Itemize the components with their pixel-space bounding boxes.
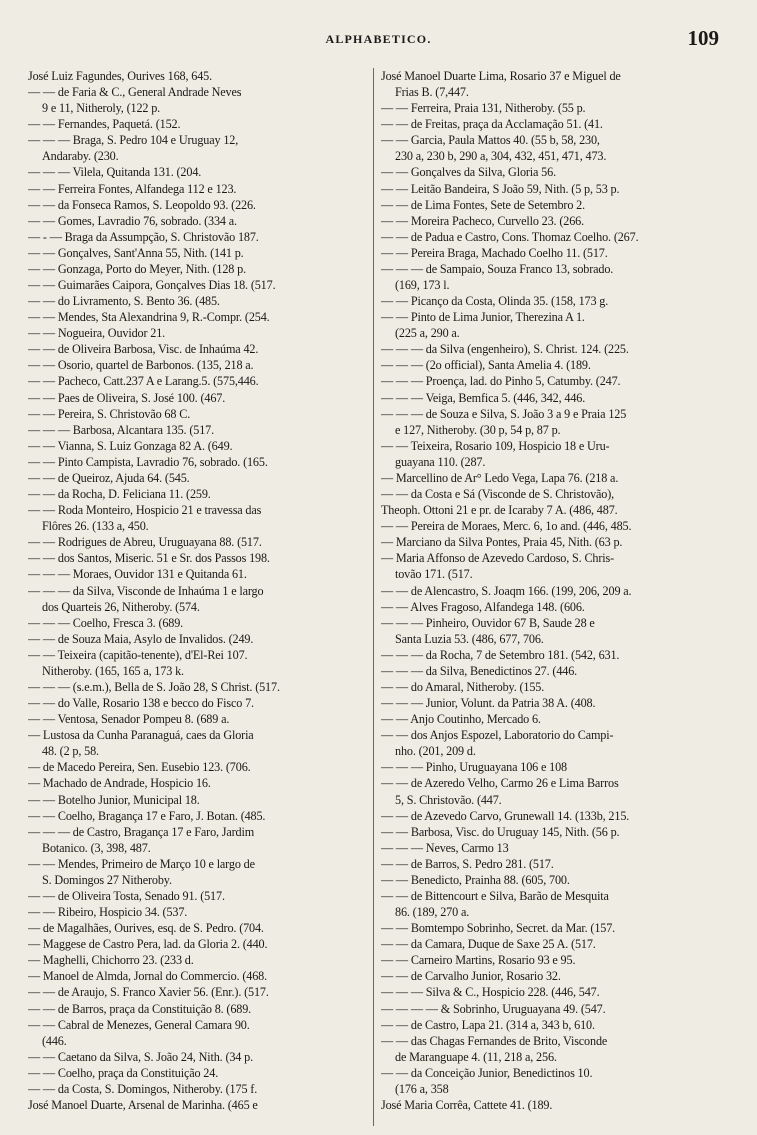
directory-entry-line: 86. (189, 270 a.: [395, 905, 470, 920]
directory-entry-line: 48. (2 p, 58.: [42, 744, 99, 759]
directory-entry-line: — — Botelho Junior, Municipal 18.: [28, 792, 200, 807]
directory-entry-line: — — — Silva & C., Hospicio 228. (446, 547.: [381, 985, 600, 1000]
directory-entry-line: — — de Oliveira Barbosa, Visc. de Inhaúma 42.: [28, 342, 259, 357]
directory-entry-line: — — de Padua e Castro, Cons. Thomaz Coelho. (267.: [381, 229, 639, 244]
directory-entry-line: — Machado de Andrade, Hospicio 16.: [28, 776, 211, 791]
directory-entry-line: José Manoel Duarte Lima, Rosario 37 e Miguel de: [381, 69, 621, 83]
running-head: [0, 22, 757, 52]
directory-entry-line: — — de Souza Maia, Asylo de Invalidos. (249.: [28, 631, 254, 646]
directory-entry-line: — — Ferreira, Praia 131, Nitheroby. (55 p.: [381, 101, 586, 116]
directory-entry-line: Nitheroby. (165, 165 a, 173 k.: [42, 663, 184, 678]
directory-entry-line: — — Carneiro Martins, Rosario 93 e 95.: [381, 953, 576, 968]
directory-entry-line: — Marciano da Silva Pontes, Praia 45, Nith. (63 p.: [381, 535, 623, 550]
entry-columns: [28, 68, 718, 1126]
directory-entry-line: — — Ventosa, Senador Pompeu 8. (689 a.: [28, 712, 230, 727]
directory-entry-line: — — Pinto Campista, Lavradio 76, sobrado. (165.: [28, 454, 268, 469]
directory-entry-line: — — do Valle, Rosario 138 e becco do Fisco 7.: [28, 696, 254, 711]
directory-entry-line: — — de Azeredo Velho, Carmo 26 e Lima Barros: [381, 776, 619, 791]
directory-entry-line: — — dos Anjos Espozel, Laboratorio do Campi-: [381, 728, 614, 743]
directory-entry-line: — — dos Santos, Miseric. 51 e Sr. dos Passos 198.: [28, 551, 270, 566]
directory-entry-line: — — Roda Monteiro, Hospicio 21 e travessa das: [28, 503, 262, 518]
page-title: ALPHABETICO.: [325, 32, 432, 46]
directory-entry-line: (176 a, 358: [395, 1081, 449, 1096]
directory-entry-line: Santa Luzia 53. (486, 677, 706.: [395, 631, 544, 646]
directory-entry-line: Frias B. (7,447.: [395, 85, 469, 100]
directory-entry-line: — - — Braga da Assumpção, S. Christovão 187.: [28, 229, 259, 244]
directory-entry-line: — — Gomes, Lavradio 76, sobrado. (334 a.: [28, 213, 237, 228]
directory-entry-line: (225 a, 290 a.: [395, 326, 460, 341]
directory-entry-line: — — de Castro, Lapa 21. (314 a, 343 b, 610.: [381, 1017, 595, 1032]
directory-entry-line: — de Magalhães, Ourives, esq. de S. Pedro. (704.: [28, 921, 264, 936]
directory-entry-line: — — — — & Sobrinho, Uruguayana 49. (547.: [381, 1001, 606, 1016]
directory-entry-line: — — — de Castro, Bragança 17 e Faro, Jardim: [28, 824, 255, 839]
directory-entry-line: — — de Azevedo Carvo, Grunewall 14. (133b, 215.: [381, 808, 630, 823]
directory-entry-line: José Maria Corrêa, Cattete 41. (189.: [381, 1098, 553, 1112]
directory-entry-line: guayana 110. (287.: [395, 454, 486, 469]
directory-entry-line: — — Caetano da Silva, S. João 24, Nith. (34 p.: [28, 1049, 253, 1064]
directory-entry-line: — — Paes de Oliveira, S. José 100. (467.: [28, 390, 226, 405]
directory-entry-line: (169, 173 l.: [395, 278, 450, 293]
directory-entry-line: tovão 171. (517.: [395, 567, 473, 582]
directory-entry-line: — — Nogueira, Ouvidor 21.: [28, 326, 166, 341]
directory-entry-line: — — Barbosa, Visc. do Uruguay 145, Nith. (56 p.: [381, 824, 620, 839]
directory-entry-line: — — da Fonseca Ramos, S. Leopoldo 93. (226.: [28, 197, 256, 212]
directory-entry-line: — — — Braga, S. Pedro 104 e Uruguay 12,: [28, 133, 239, 148]
directory-entry-line: — — Fernandes, Paquetá. (152.: [28, 117, 181, 132]
directory-entry-line: — — Teixeira (capitão-tenente), d'El-Rei 107.: [28, 647, 248, 662]
directory-entry-line: — — Coelho, praça da Constituição 24.: [28, 1065, 219, 1080]
directory-entry-line: — — Ribeiro, Hospicio 34. (537.: [28, 905, 188, 920]
directory-entry-line: — — Benedicto, Prainha 88. (605, 700.: [381, 872, 570, 887]
directory-entry-line: — — — de Sampaio, Souza Franco 13, sobrado.: [381, 261, 614, 276]
directory-entry-line: — — da Costa, S. Domingos, Nitheroby. (175 f.: [28, 1081, 258, 1096]
directory-entry-line: — — Gonçalves da Silva, Gloria 56.: [381, 165, 556, 180]
directory-entry-line: — — — Moraes, Ouvidor 131 e Quitanda 61.: [28, 567, 247, 582]
directory-entry-line: — — Picanço da Costa, Olinda 35. (158, 173 g.: [381, 294, 609, 309]
right-column: [373, 68, 718, 1126]
directory-entry-line: — — Rodrigues de Abreu, Uruguayana 88. (517.: [28, 535, 262, 550]
directory-entry-line: — de Macedo Pereira, Sen. Eusebio 123. (706.: [28, 760, 251, 775]
directory-entry-line: — — de Barros, S. Pedro 281. (517.: [381, 856, 554, 871]
directory-entry-line: 5, S. Christovão. (447.: [395, 792, 502, 807]
left-column: [28, 68, 373, 1126]
directory-entry-line: — — Pacheco, Catt.237 A e Larang.5. (575,446.: [28, 374, 259, 389]
directory-entry-line: — Manoel de Almda, Jornal do Commercio. (468.: [28, 969, 267, 984]
directory-entry-line: — — — (s.e.m.), Bella de S. João 28, S Christ. (517.: [28, 679, 280, 694]
directory-entry-line: — — de Carvalho Junior, Rosario 32.: [381, 969, 561, 984]
directory-entry-line: — — Cabral de Menezes, General Camara 90.: [28, 1017, 250, 1032]
directory-entry-line: — — das Chagas Fernandes de Brito, Visconde: [381, 1033, 608, 1048]
directory-entry-line: — — de Araujo, S. Franco Xavier 56. (Enr.). (517.: [28, 985, 269, 1000]
directory-entry-line: — — Gonçalves, Sant'Anna 55, Nith. (141 p.: [28, 245, 244, 260]
directory-entry-line: — — da Conceição Junior, Benedictinos 10.: [381, 1065, 593, 1080]
directory-entry-line: S. Domingos 27 Nitheroby.: [42, 872, 172, 887]
directory-entry-line: — — de Alencastro, S. Joaqm 166. (199, 206, 209 a.: [381, 583, 632, 598]
directory-entry-line: 230 a, 230 b, 290 a, 304, 432, 451, 471, 473.: [395, 149, 607, 164]
directory-entry-line: — — Vianna, S. Luiz Gonzaga 82 A. (649.: [28, 438, 233, 453]
directory-entry-line: — — Coelho, Bragança 17 e Faro, J. Botan. (485.: [28, 808, 266, 823]
directory-entry-line: — — — Proença, lad. do Pinho 5, Catumby. (247.: [381, 374, 621, 389]
directory-entry-line: dos Quarteis 26, Nitheroby. (574.: [42, 599, 200, 614]
directory-entry-line: — — Alves Fragoso, Alfandega 148. (606.: [381, 599, 585, 614]
directory-entry-line: José Luiz Fagundes, Ourives 168, 645.: [28, 69, 213, 83]
directory-entry-line: — Maggese de Castro Pera, lad. da Gloria 2. (440.: [28, 937, 268, 952]
directory-entry-line: — — — Junior, Volunt. da Patria 38 A. (408.: [381, 696, 596, 711]
directory-entry-line: — — — Barbosa, Alcantara 135. (517.: [28, 422, 214, 437]
directory-entry-line: — — — da Silva (engenheiro), S. Christ. 124. (225.: [381, 342, 629, 357]
directory-entry-line: — — Ferreira Fontes, Alfandega 112 e 123.: [28, 181, 237, 196]
directory-entry-line: — — — da Rocha, 7 de Setembro 181. (542, 631.: [381, 647, 620, 662]
directory-entry-line: — — Guimarães Caipora, Gonçalves Dias 18. (517.: [28, 278, 276, 293]
directory-entry-line: — Maria Affonso de Azevedo Cardoso, S. Chris-: [381, 551, 615, 566]
directory-entry-line: — — de Faria & C., General Andrade Neves: [28, 85, 242, 100]
directory-entry-line: — — de Lima Fontes, Sete de Setembro 2.: [381, 197, 586, 212]
directory-entry-line: — — Leitão Bandeira, S João 59, Nith. (5 p, 53 p.: [381, 181, 620, 196]
directory-entry-line: — — — Neves, Carmo 13: [381, 840, 509, 855]
directory-entry-line: — — Teixeira, Rosario 109, Hospicio 18 e Uru-: [381, 438, 610, 453]
directory-entry-line: — Maghelli, Chichorro 23. (233 d.: [28, 953, 194, 968]
directory-entry-line: — — — Coelho, Fresca 3. (689.: [28, 615, 184, 630]
directory-entry-line: (446.: [42, 1033, 67, 1048]
directory-entry-line: Flôres 26. (133 a, 450.: [42, 519, 149, 534]
directory-entry-line: — — Garcia, Paula Mattos 40. (55 b, 58, 230,: [381, 133, 600, 148]
directory-entry-line: — — de Bittencourt e Silva, Barão de Mesquita: [381, 888, 609, 903]
directory-entry-line: — — — da Silva, Visconde de Inhaúma 1 e largo: [28, 583, 264, 598]
directory-entry-line: e 127, Nitheroby. (30 p, 54 p, 87 p.: [395, 422, 561, 437]
directory-entry-line: — Lustosa da Cunha Paranaguá, caes da Gloria: [28, 728, 254, 743]
directory-entry-line: — — de Freitas, praça da Acclamação 51. (41.: [381, 117, 603, 132]
directory-entry-line: — — Gonzaga, Porto do Meyer, Nith. (128 p.: [28, 261, 246, 276]
directory-entry-line: — — Osorio, quartel de Barbonos. (135, 218 a.: [28, 358, 254, 373]
directory-entry-line: 9 e 11, Nitheroly, (122 p.: [42, 101, 161, 116]
directory-entry-line: — — Pereira de Moraes, Merc. 6, 1o and. (446, 485.: [381, 519, 632, 534]
directory-entry-line: nho. (201, 209 d.: [395, 744, 476, 759]
directory-entry-line: — — — Veiga, Bemfica 5. (446, 342, 446.: [381, 390, 586, 405]
directory-entry-line: — — Pinto de Lima Junior, Therezina A 1.: [381, 310, 585, 325]
directory-entry-line: Andaraby. (230.: [42, 149, 119, 164]
directory-entry-line: José Manoel Duarte, Arsenal de Marinha. (465 e: [28, 1098, 258, 1112]
directory-entry-line: — — — (2o official), Santa Amelia 4. (189.: [381, 358, 591, 373]
directory-entry-line: — — do Amaral, Nitheroby. (155.: [381, 679, 545, 694]
directory-entry-line: — — — Pinheiro, Ouvidor 67 B, Saude 28 e: [381, 615, 595, 630]
directory-entry-line: — — — Pinho, Uruguayana 106 e 108: [381, 760, 567, 775]
directory-entry-line: — — de Oliveira Tosta, Senado 91. (517.: [28, 888, 225, 903]
directory-entry-line: — — — da Silva, Benedictinos 27. (446.: [381, 663, 578, 678]
directory-entry-line: Theoph. Ottoni 21 e pr. de Icaraby 7 A. (486, 487.: [381, 503, 618, 518]
directory-entry-line: — — Pereira, S. Christovão 68 C.: [28, 406, 191, 421]
directory-entry-line: — — — Vilela, Quitanda 131. (204.: [28, 165, 202, 180]
directory-entry-line: — — da Camara, Duque de Saxe 25 A. (517.: [381, 937, 596, 952]
directory-entry-line: Botanico. (3, 398, 487.: [42, 840, 151, 855]
directory-entry-line: — — de Barros, praça da Constituição 8. (689.: [28, 1001, 252, 1016]
directory-entry-line: — — Moreira Pacheco, Curvello 23. (266.: [381, 213, 584, 228]
directory-entry-line: — — de Queiroz, Ajuda 64. (545.: [28, 470, 190, 485]
directory-entry-line: — — Mendes, Primeiro de Março 10 e largo de: [28, 856, 255, 871]
directory-entry-line: — — do Livramento, S. Bento 36. (485.: [28, 294, 220, 309]
directory-entry-line: de Maranguape 4. (11, 218 a, 256.: [395, 1049, 557, 1064]
directory-entry-line: — — Anjo Coutinho, Mercado 6.: [381, 712, 541, 727]
directory-entry-line: — — — de Souza e Silva, S. João 3 a 9 e Praia 125: [381, 406, 627, 421]
directory-entry-line: — — da Rocha, D. Feliciana 11. (259.: [28, 487, 211, 502]
directory-entry-line: — — Pereira Braga, Machado Coelho 11. (517.: [381, 245, 608, 260]
directory-entry-line: — — Bomtempo Sobrinho, Secret. da Mar. (157.: [381, 921, 616, 936]
directory-entry-line: — Marcellino de Ar° Ledo Vega, Lapa 76. (218 a.: [381, 470, 619, 485]
page-number: 109: [687, 26, 719, 50]
directory-entry-line: — — da Costa e Sá (Visconde de S. Christovão),: [381, 487, 615, 502]
directory-entry-line: — — Mendes, Sta Alexandrina 9, R.-Compr. (254.: [28, 310, 270, 325]
